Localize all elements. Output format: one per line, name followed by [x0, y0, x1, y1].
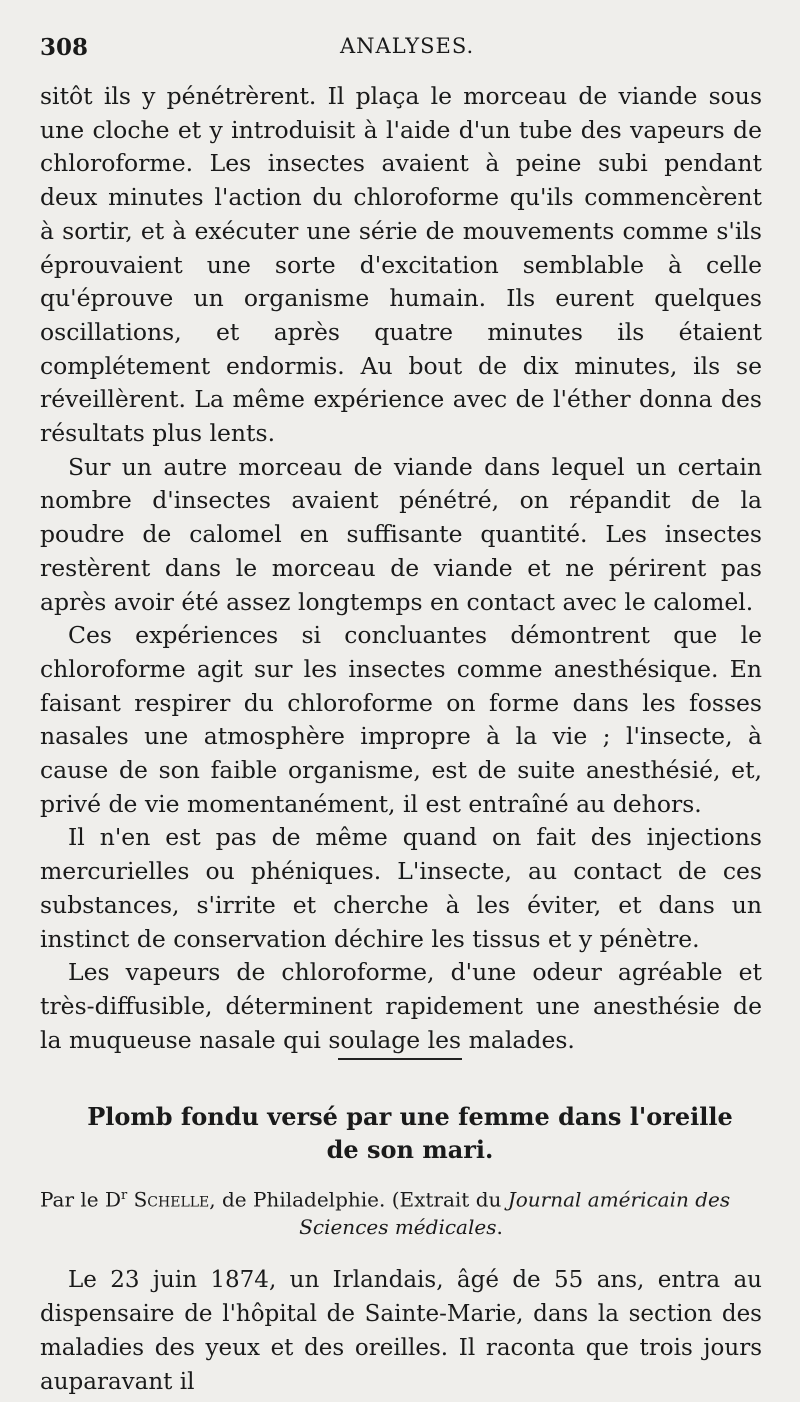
paragraph-1: sitôt ils y pénétrèrent. Il plaça le morceau de viande sous une cloche et y introduisit à l'aide d'un tube des vapeurs de chloroforme. Les insectes avaient à peine subi pendant deux minutes l'action du chloroforme qu'ils commencèrent à sortir, et à exécuter une série de mouvements comme s'ils éprouvaient une sorte d'excitation semblable à celle qu'éprouve un organisme humain. Ils eurent quelques oscillations, et après quatre minutes ils étaient complétement endormis. Au bout de dix minutes, ils se réveillèrent. La même expérience avec de l'éther donna des résultats plus lents.	[40, 82, 762, 448]
paragraph-3: Ces expériences si concluantes démontrent que le chloroforme agit sur les insectes comme anesthésique. En faisant respirer du chloroforme on forme dans les fosses nasales une atmosphère impropre à la vie ; l'insecte, à cause de son faible organisme, est de suite anesthésié, et, privé de vie momentanément, il est entraîné au dehors.	[40, 621, 762, 818]
byline-prefix: Par le D	[40, 1187, 122, 1212]
paragraph-5: Les vapeurs de chloroforme, d'une odeur agréable et très-diffusible, déterminent rapidement une anesthésie de la muqueuse nasale qui soulage les malades.	[40, 958, 762, 1054]
article-title-line-1: Plomb fondu versé par une femme dans l'oreille	[87, 1102, 733, 1131]
byline-journal-line-2: Sciences médicales	[299, 1214, 497, 1239]
body-text	[40, 80, 762, 1057]
running-head: ANALYSES.	[340, 34, 475, 58]
byline-journal-line-1: Journal américain des	[507, 1187, 731, 1212]
byline-doctor-abbrev: r	[121, 1188, 128, 1203]
article-title-line-2: de son mari.	[326, 1135, 494, 1164]
paragraph-4: Il n'en est pas de même quand on fait des injections mercurielles ou phéniques. L'insecte, au contact de ces substances, s'irrite et cherche à les éviter, et dans un instinct de conservation déchire les tissus et y pénètre.	[40, 823, 762, 953]
byline-author: Schelle	[133, 1187, 210, 1212]
section-divider	[338, 1058, 462, 1060]
article-byline	[40, 1182, 762, 1241]
article-title	[60, 1100, 760, 1166]
paragraph-2: Sur un autre morceau de viande dans lequel un certain nombre d'insectes avaient pénétré, on répandit de la poudre de calomel en suffisante quantité. Les insectes restèrent dans le morceau de viande et ne périrent pas après avoir été assez longtemps en contact avec le calomel.	[40, 452, 762, 616]
page-number: 308	[40, 34, 89, 61]
byline-end: .	[496, 1214, 503, 1239]
article-body: Le 23 juin 1874, un Irlandais, âgé de 55 ans, entra au dispensaire de l'hôpital de Sainte-Marie, dans la section des maladies des yeux et des oreilles. Il raconta que trois jours auparavant il	[40, 1267, 762, 1395]
byline-place: , de Philadelphie. (Extrait du	[209, 1187, 508, 1212]
page-header	[40, 34, 758, 68]
